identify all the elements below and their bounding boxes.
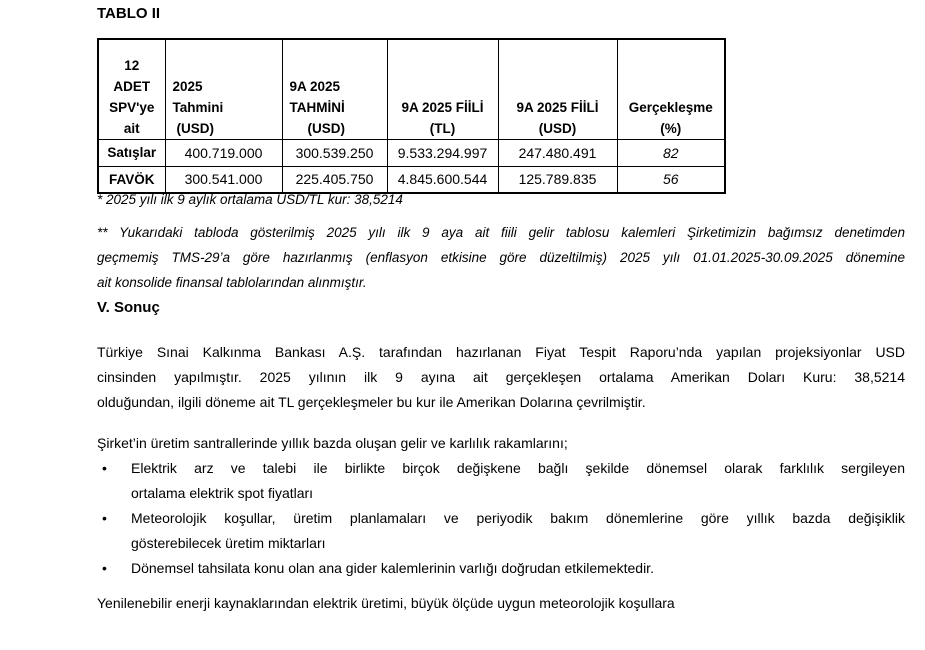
bullet-item-production-volumes xyxy=(97,506,905,556)
bullet-text: Dönemsel tahsilata konu olan ana gider kalemlerinin varlığı doğrudan etkilemektedir. xyxy=(131,560,654,576)
footnote-usd-tl-rate: * 2025 yılı ilk 9 aylık ortalama USD/TL kur: 38,5214 xyxy=(97,192,403,207)
header-row-label: 12 ADET SPV'ye ait xyxy=(98,39,165,139)
favok-9a-tahmini-usd: 225.405.750 xyxy=(282,166,387,193)
bullet-icon: • xyxy=(102,560,107,576)
section-heading-sonuc: V. Sonuç xyxy=(97,299,160,316)
header-9a-2025-fiili-usd: 9A 2025 FİİLİ (USD) xyxy=(498,39,617,139)
bullet-icon: • xyxy=(102,460,107,476)
bullet-text: Meteorolojik koşullar, üretim planlamaları ve periyodik bakım dönemlerine göre yıllık bazda değişiklik gösterebilecek üretim miktarları xyxy=(131,510,905,551)
favok-gerceklesme-pct: 56 xyxy=(617,166,725,193)
table-header-row xyxy=(98,39,725,139)
table-title: TABLO II xyxy=(97,5,161,22)
favok-9a-fiili-usd: 125.789.835 xyxy=(498,166,617,193)
paragraph-closing: Yenilenebilir enerji kaynaklarından elektrik üretimi, büyük ölçüde uygun meteorolojik koşullara xyxy=(97,595,675,611)
bullet-icon: • xyxy=(102,510,107,526)
paragraph-tskb-projections: Türkiye Sınai Kalkınma Bankası A.Ş. tarafından hazırlanan Fiyat Tespit Raporu’nda yapılan projeksiyonlar USD cinsinden yapılmıştır. 2025 yılının ilk 9 ayına ait gerçekleşen ortalama Amerikan Doları Kuru: 38,5214 olduğundan, ilgili döneme ait TL gerçekleşmeler bu kur ile Amerikan Dolarına çevrilmiştir. xyxy=(97,344,905,410)
satislar-gerceklesme-pct: 82 xyxy=(617,139,725,166)
bullet-item-electricity-prices xyxy=(97,456,905,506)
favok-2025-tahmini-usd: 300.541.000 xyxy=(165,166,282,193)
footnote-tms29: ** Yukarıdaki tabloda gösterilmiş 2025 yılı ilk 9 aya ait fiili gelir tablosu kalemleri Şirketimizin bağımsız denetimden geçmemiş TMS-29’a göre hazırlanmış (enflasyon etkisine göre düzeltilmiş) 2025 yılı 01.01.2025-30.09.2025 dönemine ait konsolide finansal tablolarından alınmıştır. xyxy=(97,225,905,290)
header-2025-tahmini-usd: 2025 Tahmini (USD) xyxy=(165,39,282,139)
bullet-item-cost-items xyxy=(97,556,905,581)
header-9a-2025-tahmini-usd: 9A 2025 TAHMİNİ (USD) xyxy=(282,39,387,139)
row-label-favok: FAVÖK xyxy=(98,166,165,193)
satislar-9a-fiili-tl: 9.533.294.997 xyxy=(387,139,498,166)
row-label-satislar: Satışlar xyxy=(98,139,165,166)
satislar-2025-tahmini-usd: 400.719.000 xyxy=(165,139,282,166)
spv-financials-table xyxy=(97,38,726,194)
bullet-list xyxy=(97,456,905,581)
header-gerceklesme-pct: Gerçekleşme (%) xyxy=(617,39,725,139)
satislar-9a-tahmini-usd: 300.539.250 xyxy=(282,139,387,166)
paragraph-intro-list: Şirket’in üretim santrallerinde yıllık bazda oluşan gelir ve karlılık rakamlarını; xyxy=(97,435,568,451)
satislar-9a-fiili-usd: 247.480.491 xyxy=(498,139,617,166)
bullet-text: Elektrik arz ve talebi ile birlikte birçok değişkene bağlı şekilde dönemsel olarak farklılık sergileyen ortalama elektrik spot fiyatları xyxy=(131,460,905,501)
table-row-satislar xyxy=(98,139,725,166)
header-9a-2025-fiili-tl: 9A 2025 FİİLİ (TL) xyxy=(387,39,498,139)
favok-9a-fiili-tl: 4.845.600.544 xyxy=(387,166,498,193)
